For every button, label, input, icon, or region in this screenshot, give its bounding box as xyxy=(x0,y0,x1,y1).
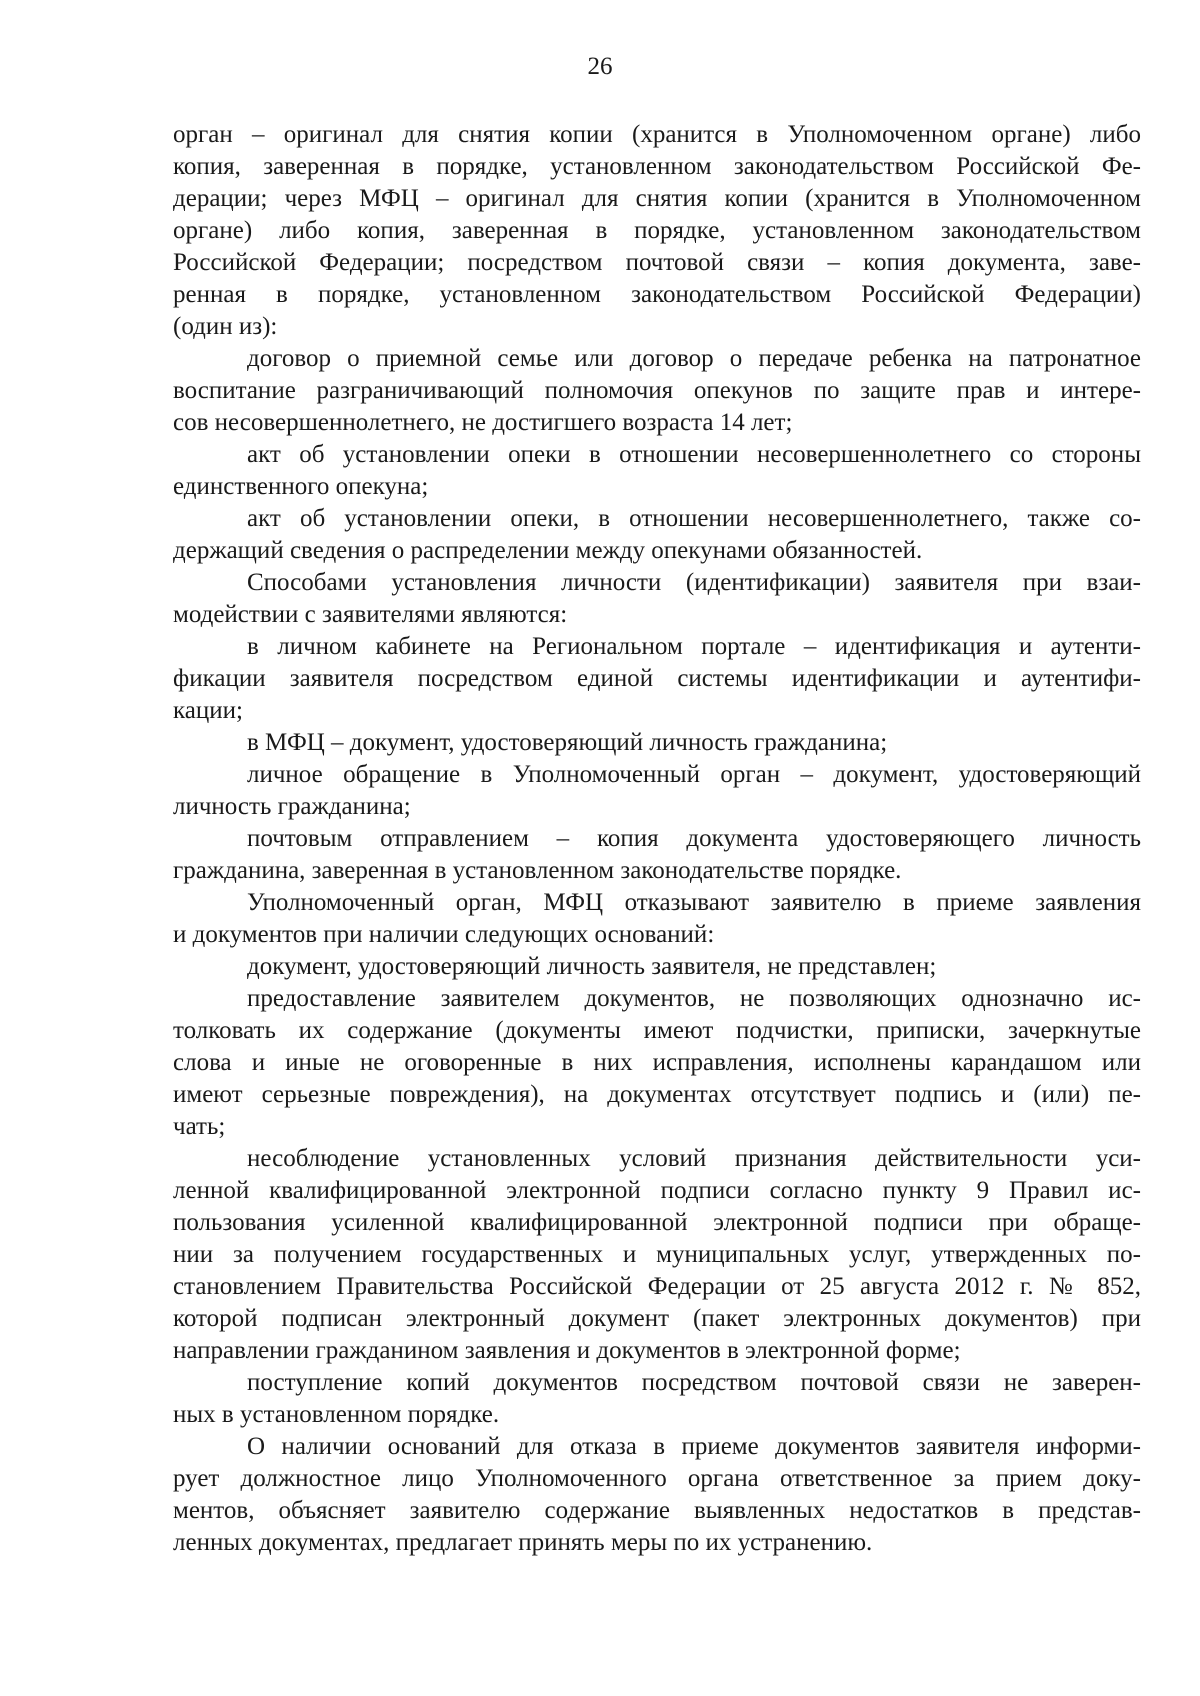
paragraph-first-line: личное обращение в Уполномоченный орган – документ, удостоверяющий xyxy=(247,761,1141,788)
text-line: которой подписан электронный документ (пакет электронных документов) при xyxy=(173,1305,1141,1332)
paragraph-first-line: акт об установлении опеки, в отношении несовершеннолетнего, также со- xyxy=(247,505,1141,532)
text-line: (один из): xyxy=(173,313,278,340)
text-line: личность гражданина; xyxy=(173,793,411,820)
paragraph-first-line: Способами установления личности (идентификации) заявителя при взаи- xyxy=(247,569,1141,596)
text-line: ренная в порядке, установленном законодательством Российской Федерации) xyxy=(173,281,1141,308)
text-line: орган – оригинал для снятия копии (хранится в Уполномоченном органе) либо xyxy=(173,121,1141,148)
text-line: и документов при наличии следующих оснований: xyxy=(173,921,715,948)
text-line: копия, заверенная в порядке, установленном законодательством Российской Фе- xyxy=(173,153,1141,180)
paragraph-first-line: несоблюдение установленных условий признания действительности уси- xyxy=(247,1145,1141,1172)
text-line: направлении гражданином заявления и документов в электронной форме; xyxy=(173,1337,961,1364)
paragraph-first-line: документ, удостоверяющий личность заявителя, не представлен; xyxy=(247,953,937,980)
paragraph-first-line: поступление копий документов посредством почтовой связи не заверен- xyxy=(247,1369,1141,1396)
text-line: единственного опекуна; xyxy=(173,473,429,500)
paragraph-first-line: акт об установлении опеки в отношении несовершеннолетнего со стороны xyxy=(247,441,1141,468)
text-line: пользования усиленной квалифицированной электронной подписи при обраще- xyxy=(173,1209,1141,1236)
paragraph-first-line: в личном кабинете на Региональном портале – идентификация и аутенти- xyxy=(247,633,1141,660)
text-line: ленной квалифицированной электронной подписи согласно пункту 9 Правил ис- xyxy=(173,1177,1141,1204)
text-line: нии за получением государственных и муниципальных услуг, утвержденных по- xyxy=(173,1241,1141,1268)
text-line: чать; xyxy=(173,1113,226,1140)
paragraph-first-line: предоставление заявителем документов, не позволяющих однозначно ис- xyxy=(247,985,1141,1012)
text-line: ных в установленном порядке. xyxy=(173,1401,500,1428)
text-line: фикации заявителя посредством единой системы идентификации и аутентифи- xyxy=(173,665,1141,692)
text-line: модействии с заявителями являются: xyxy=(173,601,568,628)
text-line: толковать их содержание (документы имеют подчистки, приписки, зачеркнутые xyxy=(173,1017,1141,1044)
text-line: кации; xyxy=(173,697,243,724)
text-line: дерации; через МФЦ – оригинал для снятия копии (хранится в Уполномоченном xyxy=(173,185,1141,212)
text-line: сов несовершеннолетнего, не достигшего возраста 14 лет; xyxy=(173,409,793,436)
text-line: ленных документах, предлагает принять меры по их устранению. xyxy=(173,1529,873,1556)
paragraph-first-line: Уполномоченный орган, МФЦ отказывают заявителю в приеме заявления xyxy=(247,889,1141,916)
text-line: ментов, объясняет заявителю содержание выявленных недостатков в представ- xyxy=(173,1497,1141,1524)
text-line: органе) либо копия, заверенная в порядке, установленном законодательством xyxy=(173,217,1141,244)
paragraph-first-line: О наличии оснований для отказа в приеме документов заявителя информи- xyxy=(247,1433,1141,1460)
text-line: гражданина, заверенная в установленном законодательстве порядке. xyxy=(173,857,902,884)
text-line: держащий сведения о распределении между опекунами обязанностей. xyxy=(173,537,923,564)
paragraph-first-line: почтовым отправлением – копия документа удостоверяющего личность xyxy=(247,825,1141,852)
text-line: становлением Правительства Российской Федерации от 25 августа 2012 г. № 852, xyxy=(173,1273,1141,1300)
text-line: имеют серьезные повреждения), на документах отсутствует подпись и (или) пе- xyxy=(173,1081,1141,1108)
page-number: 26 xyxy=(587,53,613,80)
text-line: слова и иные не оговоренные в них исправления, исполнены карандашом или xyxy=(173,1049,1141,1076)
text-line: рует должностное лицо Уполномоченного органа ответственное за прием доку- xyxy=(173,1465,1141,1492)
body-text xyxy=(173,119,1141,1559)
paragraph-first-line: договор о приемной семье или договор о передаче ребенка на патронатное xyxy=(247,345,1141,372)
paragraph-first-line: в МФЦ – документ, удостоверяющий личность гражданина; xyxy=(247,729,888,756)
text-line: воспитание разграничивающий полномочия опекунов по защите прав и интере- xyxy=(173,377,1141,404)
text-line: Российской Федерации; посредством почтовой связи – копия документа, заве- xyxy=(173,249,1141,276)
